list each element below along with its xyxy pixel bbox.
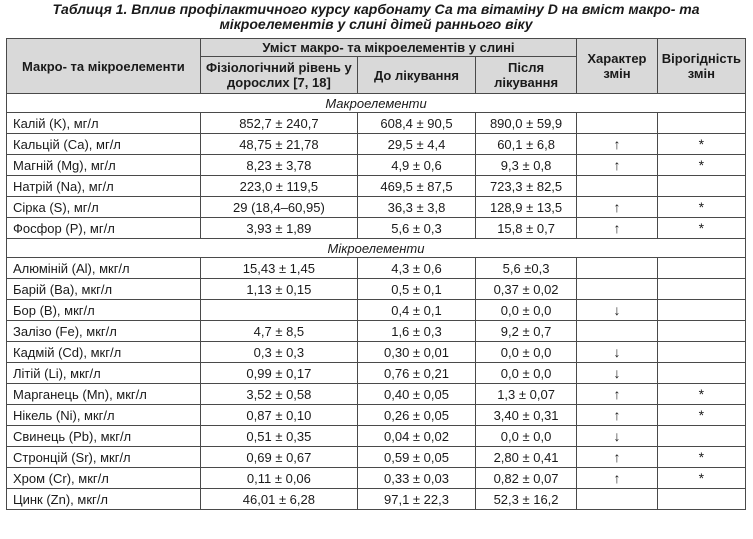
change-direction-cell: ↑ bbox=[577, 134, 658, 155]
after-treatment-cell: 1,3 ± 0,07 bbox=[475, 384, 576, 405]
section-title: Мікроелементи bbox=[7, 239, 746, 258]
significance-cell: * bbox=[657, 218, 745, 239]
after-treatment-cell: 60,1 ± 6,8 bbox=[475, 134, 576, 155]
physiological-cell: 0,51 ± 0,35 bbox=[200, 426, 357, 447]
change-direction-cell: ↑ bbox=[577, 197, 658, 218]
change-direction-cell bbox=[577, 489, 658, 510]
significance-cell bbox=[657, 113, 745, 134]
before-treatment-cell: 0,40 ± 0,05 bbox=[358, 384, 476, 405]
after-treatment-cell: 3,40 ± 0,31 bbox=[475, 405, 576, 426]
after-treatment-cell: 0,82 ± 0,07 bbox=[475, 468, 576, 489]
physiological-cell: 15,43 ± 1,45 bbox=[200, 258, 357, 279]
header-content-group: Уміст макро- та мікроелементів у слині bbox=[200, 39, 576, 57]
before-treatment-cell: 608,4 ± 90,5 bbox=[358, 113, 476, 134]
after-treatment-cell: 5,6 ±0,3 bbox=[475, 258, 576, 279]
significance-cell bbox=[657, 258, 745, 279]
after-treatment-cell: 9,3 ± 0,8 bbox=[475, 155, 576, 176]
table-row bbox=[7, 405, 746, 426]
element-name-cell: Хром (Cr), мкг/л bbox=[7, 468, 201, 489]
table-row bbox=[7, 176, 746, 197]
header-elements: Макро- та мікроелементи bbox=[7, 39, 201, 94]
physiological-cell: 852,7 ± 240,7 bbox=[200, 113, 357, 134]
significance-cell bbox=[657, 300, 745, 321]
physiological-cell: 0,99 ± 0,17 bbox=[200, 363, 357, 384]
before-treatment-cell: 0,04 ± 0,02 bbox=[358, 426, 476, 447]
table-row bbox=[7, 447, 746, 468]
table-header bbox=[7, 39, 746, 94]
header-physiological: Фізіологічний рівень у дорослих [7, 18] bbox=[200, 57, 357, 94]
change-direction-cell: ↑ bbox=[577, 447, 658, 468]
change-direction-cell: ↑ bbox=[577, 155, 658, 176]
element-name-cell: Стронцій (Sr), мкг/л bbox=[7, 447, 201, 468]
significance-cell: * bbox=[657, 197, 745, 218]
element-name-cell: Фосфор (P), мг/л bbox=[7, 218, 201, 239]
table-caption bbox=[6, 2, 746, 32]
significance-cell: * bbox=[657, 384, 745, 405]
significance-cell bbox=[657, 321, 745, 342]
header-before: До лікування bbox=[358, 57, 476, 94]
before-treatment-cell: 4,9 ± 0,6 bbox=[358, 155, 476, 176]
before-treatment-cell: 0,59 ± 0,05 bbox=[358, 447, 476, 468]
caption-text: Вплив профілактичного курсу карбонату Са та вітаміну D на вміст макро- та мікроелементів у слині дітей раннього віку bbox=[127, 1, 700, 32]
element-name-cell: Сірка (S), мг/л bbox=[7, 197, 201, 218]
change-direction-cell: ↓ bbox=[577, 342, 658, 363]
before-treatment-cell: 97,1 ± 22,3 bbox=[358, 489, 476, 510]
table-row bbox=[7, 197, 746, 218]
physiological-cell bbox=[200, 300, 357, 321]
significance-cell bbox=[657, 363, 745, 384]
change-direction-cell bbox=[577, 176, 658, 197]
physiological-cell: 0,11 ± 0,06 bbox=[200, 468, 357, 489]
physiological-cell: 29 (18,4–60,95) bbox=[200, 197, 357, 218]
before-treatment-cell: 0,30 ± 0,01 bbox=[358, 342, 476, 363]
after-treatment-cell: 890,0 ± 59,9 bbox=[475, 113, 576, 134]
section-title: Макроелементи bbox=[7, 94, 746, 113]
before-treatment-cell: 0,26 ± 0,05 bbox=[358, 405, 476, 426]
significance-cell: * bbox=[657, 134, 745, 155]
physiological-cell: 0,3 ± 0,3 bbox=[200, 342, 357, 363]
element-name-cell: Кадмій (Cd), мкг/л bbox=[7, 342, 201, 363]
after-treatment-cell: 9,2 ± 0,7 bbox=[475, 321, 576, 342]
significance-cell: * bbox=[657, 468, 745, 489]
after-treatment-cell: 15,8 ± 0,7 bbox=[475, 218, 576, 239]
before-treatment-cell: 0,4 ± 0,1 bbox=[358, 300, 476, 321]
table-row bbox=[7, 342, 746, 363]
physiological-cell: 1,13 ± 0,15 bbox=[200, 279, 357, 300]
caption-lead: Таблиця 1. bbox=[52, 1, 128, 17]
table-row bbox=[7, 363, 746, 384]
before-treatment-cell: 469,5 ± 87,5 bbox=[358, 176, 476, 197]
change-direction-cell bbox=[577, 258, 658, 279]
after-treatment-cell: 723,3 ± 82,5 bbox=[475, 176, 576, 197]
table-row bbox=[7, 300, 746, 321]
before-treatment-cell: 0,33 ± 0,03 bbox=[358, 468, 476, 489]
significance-cell: * bbox=[657, 405, 745, 426]
element-name-cell: Літій (Li), мкг/л bbox=[7, 363, 201, 384]
physiological-cell: 3,52 ± 0,58 bbox=[200, 384, 357, 405]
element-name-cell: Свинець (Pb), мкг/л bbox=[7, 426, 201, 447]
change-direction-cell: ↑ bbox=[577, 405, 658, 426]
significance-cell bbox=[657, 342, 745, 363]
significance-cell bbox=[657, 176, 745, 197]
significance-cell bbox=[657, 426, 745, 447]
after-treatment-cell: 0,0 ± 0,0 bbox=[475, 426, 576, 447]
elements-table bbox=[6, 38, 746, 510]
element-name-cell: Магній (Mg), мг/л bbox=[7, 155, 201, 176]
header-after: Після лікування bbox=[475, 57, 576, 94]
section-row bbox=[7, 239, 746, 258]
change-direction-cell bbox=[577, 279, 658, 300]
significance-cell bbox=[657, 489, 745, 510]
after-treatment-cell: 0,0 ± 0,0 bbox=[475, 363, 576, 384]
before-treatment-cell: 1,6 ± 0,3 bbox=[358, 321, 476, 342]
table-body bbox=[7, 94, 746, 510]
section-row bbox=[7, 94, 746, 113]
physiological-cell: 3,93 ± 1,89 bbox=[200, 218, 357, 239]
table-row bbox=[7, 258, 746, 279]
before-treatment-cell: 5,6 ± 0,3 bbox=[358, 218, 476, 239]
table-row bbox=[7, 113, 746, 134]
significance-cell bbox=[657, 279, 745, 300]
change-direction-cell: ↑ bbox=[577, 468, 658, 489]
table-row bbox=[7, 279, 746, 300]
header-significance: Вірогідність змін bbox=[657, 39, 745, 94]
element-name-cell: Барій (Ва), мкг/л bbox=[7, 279, 201, 300]
change-direction-cell: ↑ bbox=[577, 384, 658, 405]
table-row bbox=[7, 218, 746, 239]
physiological-cell: 223,0 ± 119,5 bbox=[200, 176, 357, 197]
table-row bbox=[7, 134, 746, 155]
table-row bbox=[7, 489, 746, 510]
change-direction-cell: ↓ bbox=[577, 426, 658, 447]
significance-cell: * bbox=[657, 447, 745, 468]
after-treatment-cell: 52,3 ± 16,2 bbox=[475, 489, 576, 510]
before-treatment-cell: 0,76 ± 0,21 bbox=[358, 363, 476, 384]
physiological-cell: 0,69 ± 0,67 bbox=[200, 447, 357, 468]
physiological-cell: 46,01 ± 6,28 bbox=[200, 489, 357, 510]
before-treatment-cell: 4,3 ± 0,6 bbox=[358, 258, 476, 279]
table-row bbox=[7, 426, 746, 447]
element-name-cell: Нікель (Ni), мкг/л bbox=[7, 405, 201, 426]
element-name-cell: Залізо (Fe), мкг/л bbox=[7, 321, 201, 342]
table-row bbox=[7, 321, 746, 342]
after-treatment-cell: 0,0 ± 0,0 bbox=[475, 342, 576, 363]
element-name-cell: Кальцій (Са), мг/л bbox=[7, 134, 201, 155]
element-name-cell: Натрій (Na), мг/л bbox=[7, 176, 201, 197]
after-treatment-cell: 128,9 ± 13,5 bbox=[475, 197, 576, 218]
before-treatment-cell: 29,5 ± 4,4 bbox=[358, 134, 476, 155]
table-row bbox=[7, 468, 746, 489]
physiological-cell: 48,75 ± 21,78 bbox=[200, 134, 357, 155]
after-treatment-cell: 0,0 ± 0,0 bbox=[475, 300, 576, 321]
after-treatment-cell: 2,80 ± 0,41 bbox=[475, 447, 576, 468]
physiological-cell: 4,7 ± 8,5 bbox=[200, 321, 357, 342]
change-direction-cell: ↓ bbox=[577, 300, 658, 321]
significance-cell: * bbox=[657, 155, 745, 176]
element-name-cell: Калій (K), мг/л bbox=[7, 113, 201, 134]
table-row bbox=[7, 155, 746, 176]
change-direction-cell: ↑ bbox=[577, 218, 658, 239]
change-direction-cell bbox=[577, 113, 658, 134]
element-name-cell: Алюміній (Al), мкг/л bbox=[7, 258, 201, 279]
table-row bbox=[7, 384, 746, 405]
change-direction-cell bbox=[577, 321, 658, 342]
element-name-cell: Цинк (Zn), мкг/л bbox=[7, 489, 201, 510]
header-change: Характер змін bbox=[577, 39, 658, 94]
after-treatment-cell: 0,37 ± 0,02 bbox=[475, 279, 576, 300]
element-name-cell: Марганець (Mn), мкг/л bbox=[7, 384, 201, 405]
element-name-cell: Бор (В), мкг/л bbox=[7, 300, 201, 321]
change-direction-cell: ↓ bbox=[577, 363, 658, 384]
physiological-cell: 8,23 ± 3,78 bbox=[200, 155, 357, 176]
before-treatment-cell: 0,5 ± 0,1 bbox=[358, 279, 476, 300]
before-treatment-cell: 36,3 ± 3,8 bbox=[358, 197, 476, 218]
physiological-cell: 0,87 ± 0,10 bbox=[200, 405, 357, 426]
